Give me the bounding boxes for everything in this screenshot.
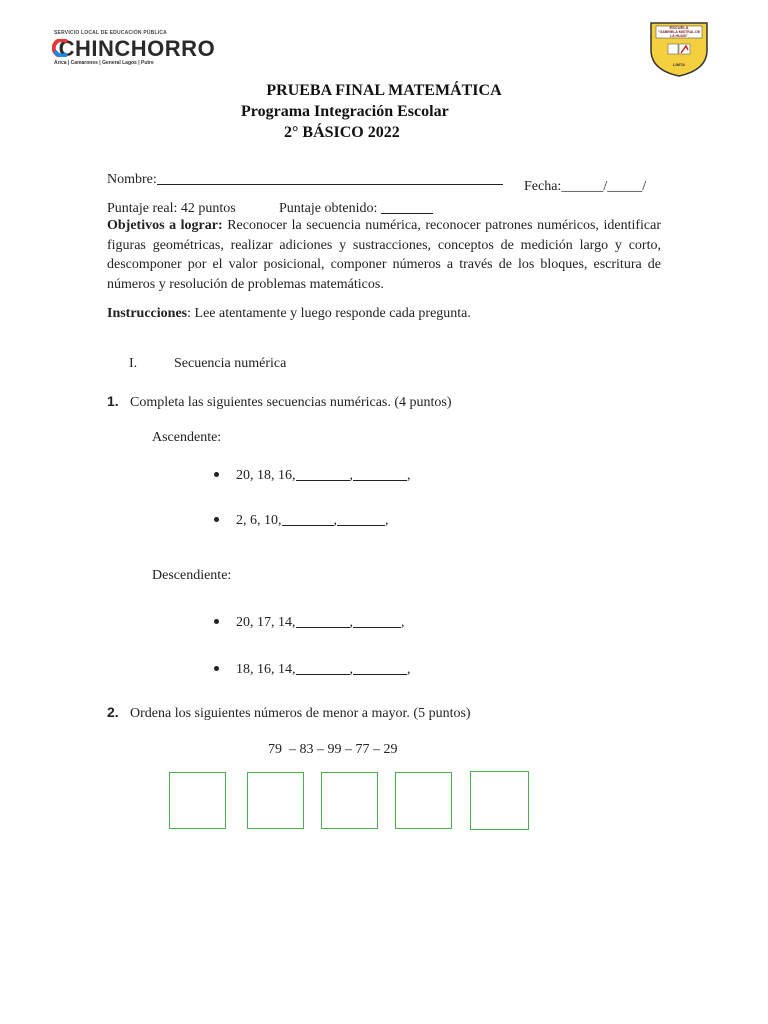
bullet-icon xyxy=(214,666,219,671)
sequence-2-blank-2[interactable] xyxy=(337,512,385,526)
answer-box-4[interactable] xyxy=(395,772,452,829)
answer-box-3[interactable] xyxy=(321,772,378,829)
sequence-4-text: 18, 16, 14, xyxy=(236,662,296,677)
title-line-3: 2° BÁSICO 2022 xyxy=(284,124,400,141)
logo-top-line: SERVICIO LOCAL DE EDUCACIÓN PÚBLICA xyxy=(54,30,167,36)
puntaje-obtenido-label: Puntaje obtenido: xyxy=(279,201,378,216)
title-line-1: PRUEBA FINAL MATEMÁTICA xyxy=(266,82,502,99)
school-crest xyxy=(648,20,710,78)
sequence-3-blank-2[interactable] xyxy=(353,614,401,628)
ascendente-label: Ascendente: xyxy=(152,430,222,445)
logo-name xyxy=(52,36,215,62)
nombre-row xyxy=(107,170,503,190)
sequence-3-text: 20, 17, 14, xyxy=(236,615,296,630)
answer-box-1[interactable] xyxy=(169,772,226,829)
title-line-2: Programa Integración Escolar xyxy=(241,103,449,120)
sequence-row-4: 18, 16, 14, , , xyxy=(236,662,411,677)
logo-c-accent-icon xyxy=(52,39,70,57)
bullet-icon xyxy=(214,619,219,624)
sequence-row-3: 20, 17, 14, , , xyxy=(236,615,405,630)
crest-bottom-text: LIMTA xyxy=(673,62,685,67)
logo-sub-line: Arica | Camarones | General Lagos | Putre xyxy=(54,60,154,66)
instrucciones-text: : Lee atentamente y luego responde cada pregunta. xyxy=(187,306,471,321)
sequence-2-text: 2, 6, 10, xyxy=(236,513,282,528)
sequence-4-blank-1[interactable] xyxy=(296,661,350,675)
objetivos-label: Objetivos a lograr: xyxy=(107,218,223,233)
objetivos-text: Reconocer la secuencia numérica, reconocer patrones numéricos, identificar figuras geométricas, realizar adiciones y sustracciones, conceptos de medición largo y corto, descomponer por el valor posicional, componer números a través de los bloques, escritura de números y resolución de problemas matemáticos. xyxy=(107,218,662,292)
q2-numbers: 79 – 83 – 99 – 77 – 29 xyxy=(268,742,398,757)
sequence-1-blank-1[interactable] xyxy=(296,467,350,481)
bullet-icon xyxy=(214,517,219,522)
sequence-row-2: 2, 6, 10, , , xyxy=(236,513,389,528)
fecha-label: Fecha: xyxy=(524,179,562,194)
sequence-1-text: 20, 18, 16, xyxy=(236,468,296,483)
section-1-numeral: I. xyxy=(129,356,138,371)
nombre-blank[interactable] xyxy=(157,170,503,185)
crest-top-text: ESCUELA xyxy=(669,25,689,30)
sequence-row-1: 20, 18, 16, , , xyxy=(236,468,411,483)
bullet-icon xyxy=(214,472,219,477)
puntaje-obtenido-blank[interactable] xyxy=(381,200,433,214)
sequence-2-blank-1[interactable] xyxy=(282,512,334,526)
q1-number: 1. xyxy=(107,393,119,409)
nombre-label: Nombre: xyxy=(107,172,157,187)
instrucciones-row xyxy=(107,304,471,324)
answer-box-5[interactable] xyxy=(470,771,529,830)
sequence-1-blank-2[interactable] xyxy=(353,467,407,481)
fecha-blank[interactable]: ______/_____/ xyxy=(561,179,647,194)
logo-name-text: CHINCHORRO xyxy=(58,36,216,61)
answer-box-2[interactable] xyxy=(247,772,304,829)
sequence-4-blank-2[interactable] xyxy=(353,661,407,675)
sequence-3-blank-1[interactable] xyxy=(296,614,350,628)
objetivos-paragraph xyxy=(107,216,661,294)
q2-number: 2. xyxy=(107,704,119,720)
instrucciones-label: Instrucciones xyxy=(107,306,188,321)
fecha-row xyxy=(524,177,646,197)
q2-text: Ordena los siguientes números de menor a mayor. (5 puntos) xyxy=(130,706,471,721)
crest-name-text: "GABRIELA MISTRAL DE LA HUASI" xyxy=(657,30,701,38)
q1-text: Completa las siguientes secuencias numéricas. (4 puntos) xyxy=(130,395,452,410)
descendiente-label: Descendiente: xyxy=(152,568,232,583)
puntaje-real: Puntaje real: 42 puntos xyxy=(107,201,236,216)
section-1-title: Secuencia numérica xyxy=(174,356,287,371)
